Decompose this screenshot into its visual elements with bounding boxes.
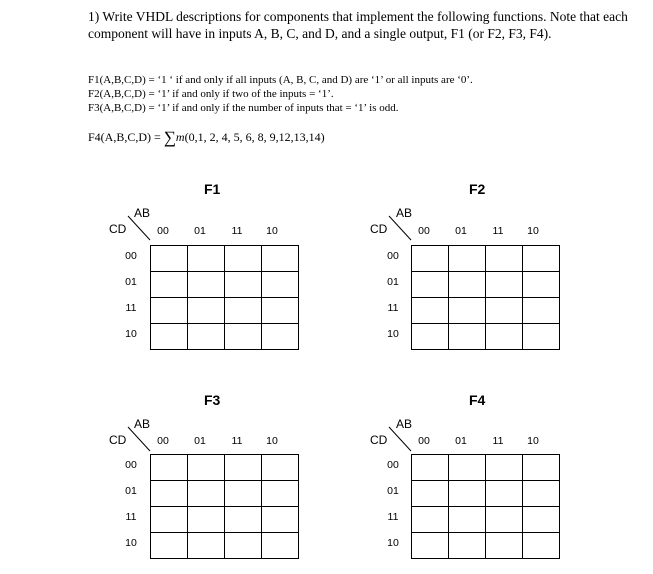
kmap-grid xyxy=(411,245,560,350)
kmap-cell xyxy=(523,246,560,272)
kmap-cell xyxy=(412,455,449,481)
kmap-cell xyxy=(151,481,188,507)
kmap-cell xyxy=(151,324,188,350)
kmap-cell xyxy=(523,298,560,324)
corner-diagonal xyxy=(124,425,154,455)
kmap-cell xyxy=(151,507,188,533)
col-label: 01 xyxy=(455,225,467,237)
ab-label: AB xyxy=(396,206,413,220)
ab-label: AB xyxy=(396,417,413,431)
kmap-cell xyxy=(225,298,262,324)
col-label: 01 xyxy=(455,435,467,447)
kmap-cell xyxy=(412,507,449,533)
kmap-cell xyxy=(188,298,225,324)
kmap-cell xyxy=(449,481,486,507)
kmap-cell xyxy=(449,246,486,272)
kmap-cell xyxy=(151,533,188,559)
kmap-cell xyxy=(486,507,523,533)
kmap-cell xyxy=(486,533,523,559)
kmap-cell xyxy=(523,533,560,559)
row-label: 10 xyxy=(387,328,399,340)
kmap-cell xyxy=(225,455,262,481)
kmap-cell xyxy=(262,298,299,324)
kmap-cell xyxy=(225,533,262,559)
kmap-grid xyxy=(411,454,560,559)
col-label: 00 xyxy=(157,435,169,447)
kmap-f2 xyxy=(360,178,620,358)
sigma-symbol: ∑ xyxy=(163,128,176,147)
kmap-cell xyxy=(151,455,188,481)
col-label: 11 xyxy=(231,225,243,237)
kmap-grid xyxy=(150,454,299,559)
kmap-cell xyxy=(151,246,188,272)
kmap-cell xyxy=(449,455,486,481)
col-label: 01 xyxy=(194,435,206,447)
kmap-cell xyxy=(412,533,449,559)
kmap-f1 xyxy=(100,178,360,358)
kmap-cell xyxy=(225,272,262,298)
row-label: 10 xyxy=(125,537,137,549)
kmap-cell xyxy=(486,272,523,298)
kmap-cell xyxy=(262,481,299,507)
kmap-cell xyxy=(449,507,486,533)
row-label: 01 xyxy=(387,276,399,288)
kmap-cell xyxy=(188,533,225,559)
row-label: 11 xyxy=(387,511,399,523)
col-label: 01 xyxy=(194,225,206,237)
kmap-cell xyxy=(225,246,262,272)
cd-label: CD xyxy=(370,222,388,236)
kmap-cell xyxy=(412,324,449,350)
col-label: 10 xyxy=(266,225,278,237)
row-label: 11 xyxy=(387,302,399,314)
kmap-f4 xyxy=(360,389,620,569)
col-label: 11 xyxy=(492,435,504,447)
row-label: 01 xyxy=(125,485,137,497)
f4-lhs: F4(A,B,C,D) = xyxy=(88,130,161,144)
kmap-cell xyxy=(262,324,299,350)
f4-minterms: (0,1, 2, 4, 5, 6, 8, 9,12,13,14) xyxy=(184,130,325,144)
problem-intro: 1) Write VHDL descriptions for components that implement the following functions. Note that each component will have in inputs A, B, C, and D, and a single output, F1 (or F2, F3, F4). xyxy=(88,9,628,41)
f4-definition xyxy=(88,126,325,146)
kmap-cell xyxy=(412,246,449,272)
cd-label: CD xyxy=(370,433,388,447)
kmap-cell xyxy=(225,324,262,350)
f1-definition: F1(A,B,C,D) = ‘1 ‘ if and only if all inputs (A, B, C, and D) are ‘1’ or all inputs are ‘0’. xyxy=(88,74,473,86)
row-label: 00 xyxy=(387,250,399,262)
col-label: 11 xyxy=(492,225,504,237)
kmap-cell xyxy=(412,481,449,507)
kmap-cell xyxy=(486,246,523,272)
kmap-cell xyxy=(262,246,299,272)
row-label: 01 xyxy=(125,276,137,288)
kmap-cell xyxy=(188,455,225,481)
cd-label: CD xyxy=(109,222,127,236)
kmap-cell xyxy=(188,246,225,272)
row-label: 00 xyxy=(125,250,137,262)
kmap-cell xyxy=(225,507,262,533)
kmap-f3 xyxy=(100,389,360,569)
kmap-cell xyxy=(523,324,560,350)
kmap-cell xyxy=(412,298,449,324)
kmap-cell xyxy=(151,298,188,324)
ab-label: AB xyxy=(134,417,151,431)
kmap-cell xyxy=(151,272,188,298)
kmap-cell xyxy=(486,481,523,507)
row-label: 10 xyxy=(125,328,137,340)
kmap-title: F4 xyxy=(469,392,486,408)
kmap-cell xyxy=(262,507,299,533)
kmap-cell xyxy=(523,507,560,533)
kmap-cell xyxy=(523,455,560,481)
corner-diagonal xyxy=(124,214,154,244)
kmap-cell xyxy=(188,507,225,533)
kmap-cell xyxy=(188,324,225,350)
kmap-cell xyxy=(449,298,486,324)
kmap-cell xyxy=(188,272,225,298)
kmap-cell xyxy=(523,272,560,298)
corner-diagonal xyxy=(385,214,415,244)
kmap-cell xyxy=(449,324,486,350)
kmap-cell xyxy=(523,481,560,507)
f2-definition: F2(A,B,C,D) = ‘1’ if and only if two of the inputs = ‘1’. xyxy=(88,88,334,100)
col-label: 00 xyxy=(157,225,169,237)
minterm-m: m xyxy=(175,130,185,144)
row-label: 00 xyxy=(387,459,399,471)
kmap-cell xyxy=(486,455,523,481)
kmap-cell xyxy=(262,272,299,298)
row-label: 01 xyxy=(387,485,399,497)
kmap-cell xyxy=(449,272,486,298)
kmap-grid xyxy=(150,245,299,350)
kmap-cell xyxy=(262,533,299,559)
row-label: 00 xyxy=(125,459,137,471)
f3-definition: F3(A,B,C,D) = ‘1’ if and only if the number of inputs that = ‘1’ is odd. xyxy=(88,102,399,114)
kmap-cell xyxy=(486,298,523,324)
kmap-cell xyxy=(262,455,299,481)
kmap-cell xyxy=(449,533,486,559)
col-label: 00 xyxy=(418,225,430,237)
row-label: 11 xyxy=(125,511,137,523)
kmap-cell xyxy=(188,481,225,507)
col-label: 11 xyxy=(231,435,243,447)
cd-label: CD xyxy=(109,433,127,447)
kmap-cell xyxy=(412,272,449,298)
kmap-title: F3 xyxy=(204,392,221,408)
col-label: 10 xyxy=(527,225,539,237)
row-label: 11 xyxy=(125,302,137,314)
col-label: 00 xyxy=(418,435,430,447)
kmap-title: F2 xyxy=(469,181,486,197)
col-label: 10 xyxy=(527,435,539,447)
kmap-title: F1 xyxy=(204,181,221,197)
corner-diagonal xyxy=(385,425,415,455)
kmap-cell xyxy=(225,481,262,507)
ab-label: AB xyxy=(134,206,151,220)
kmap-cell xyxy=(486,324,523,350)
col-label: 10 xyxy=(266,435,278,447)
row-label: 10 xyxy=(387,537,399,549)
